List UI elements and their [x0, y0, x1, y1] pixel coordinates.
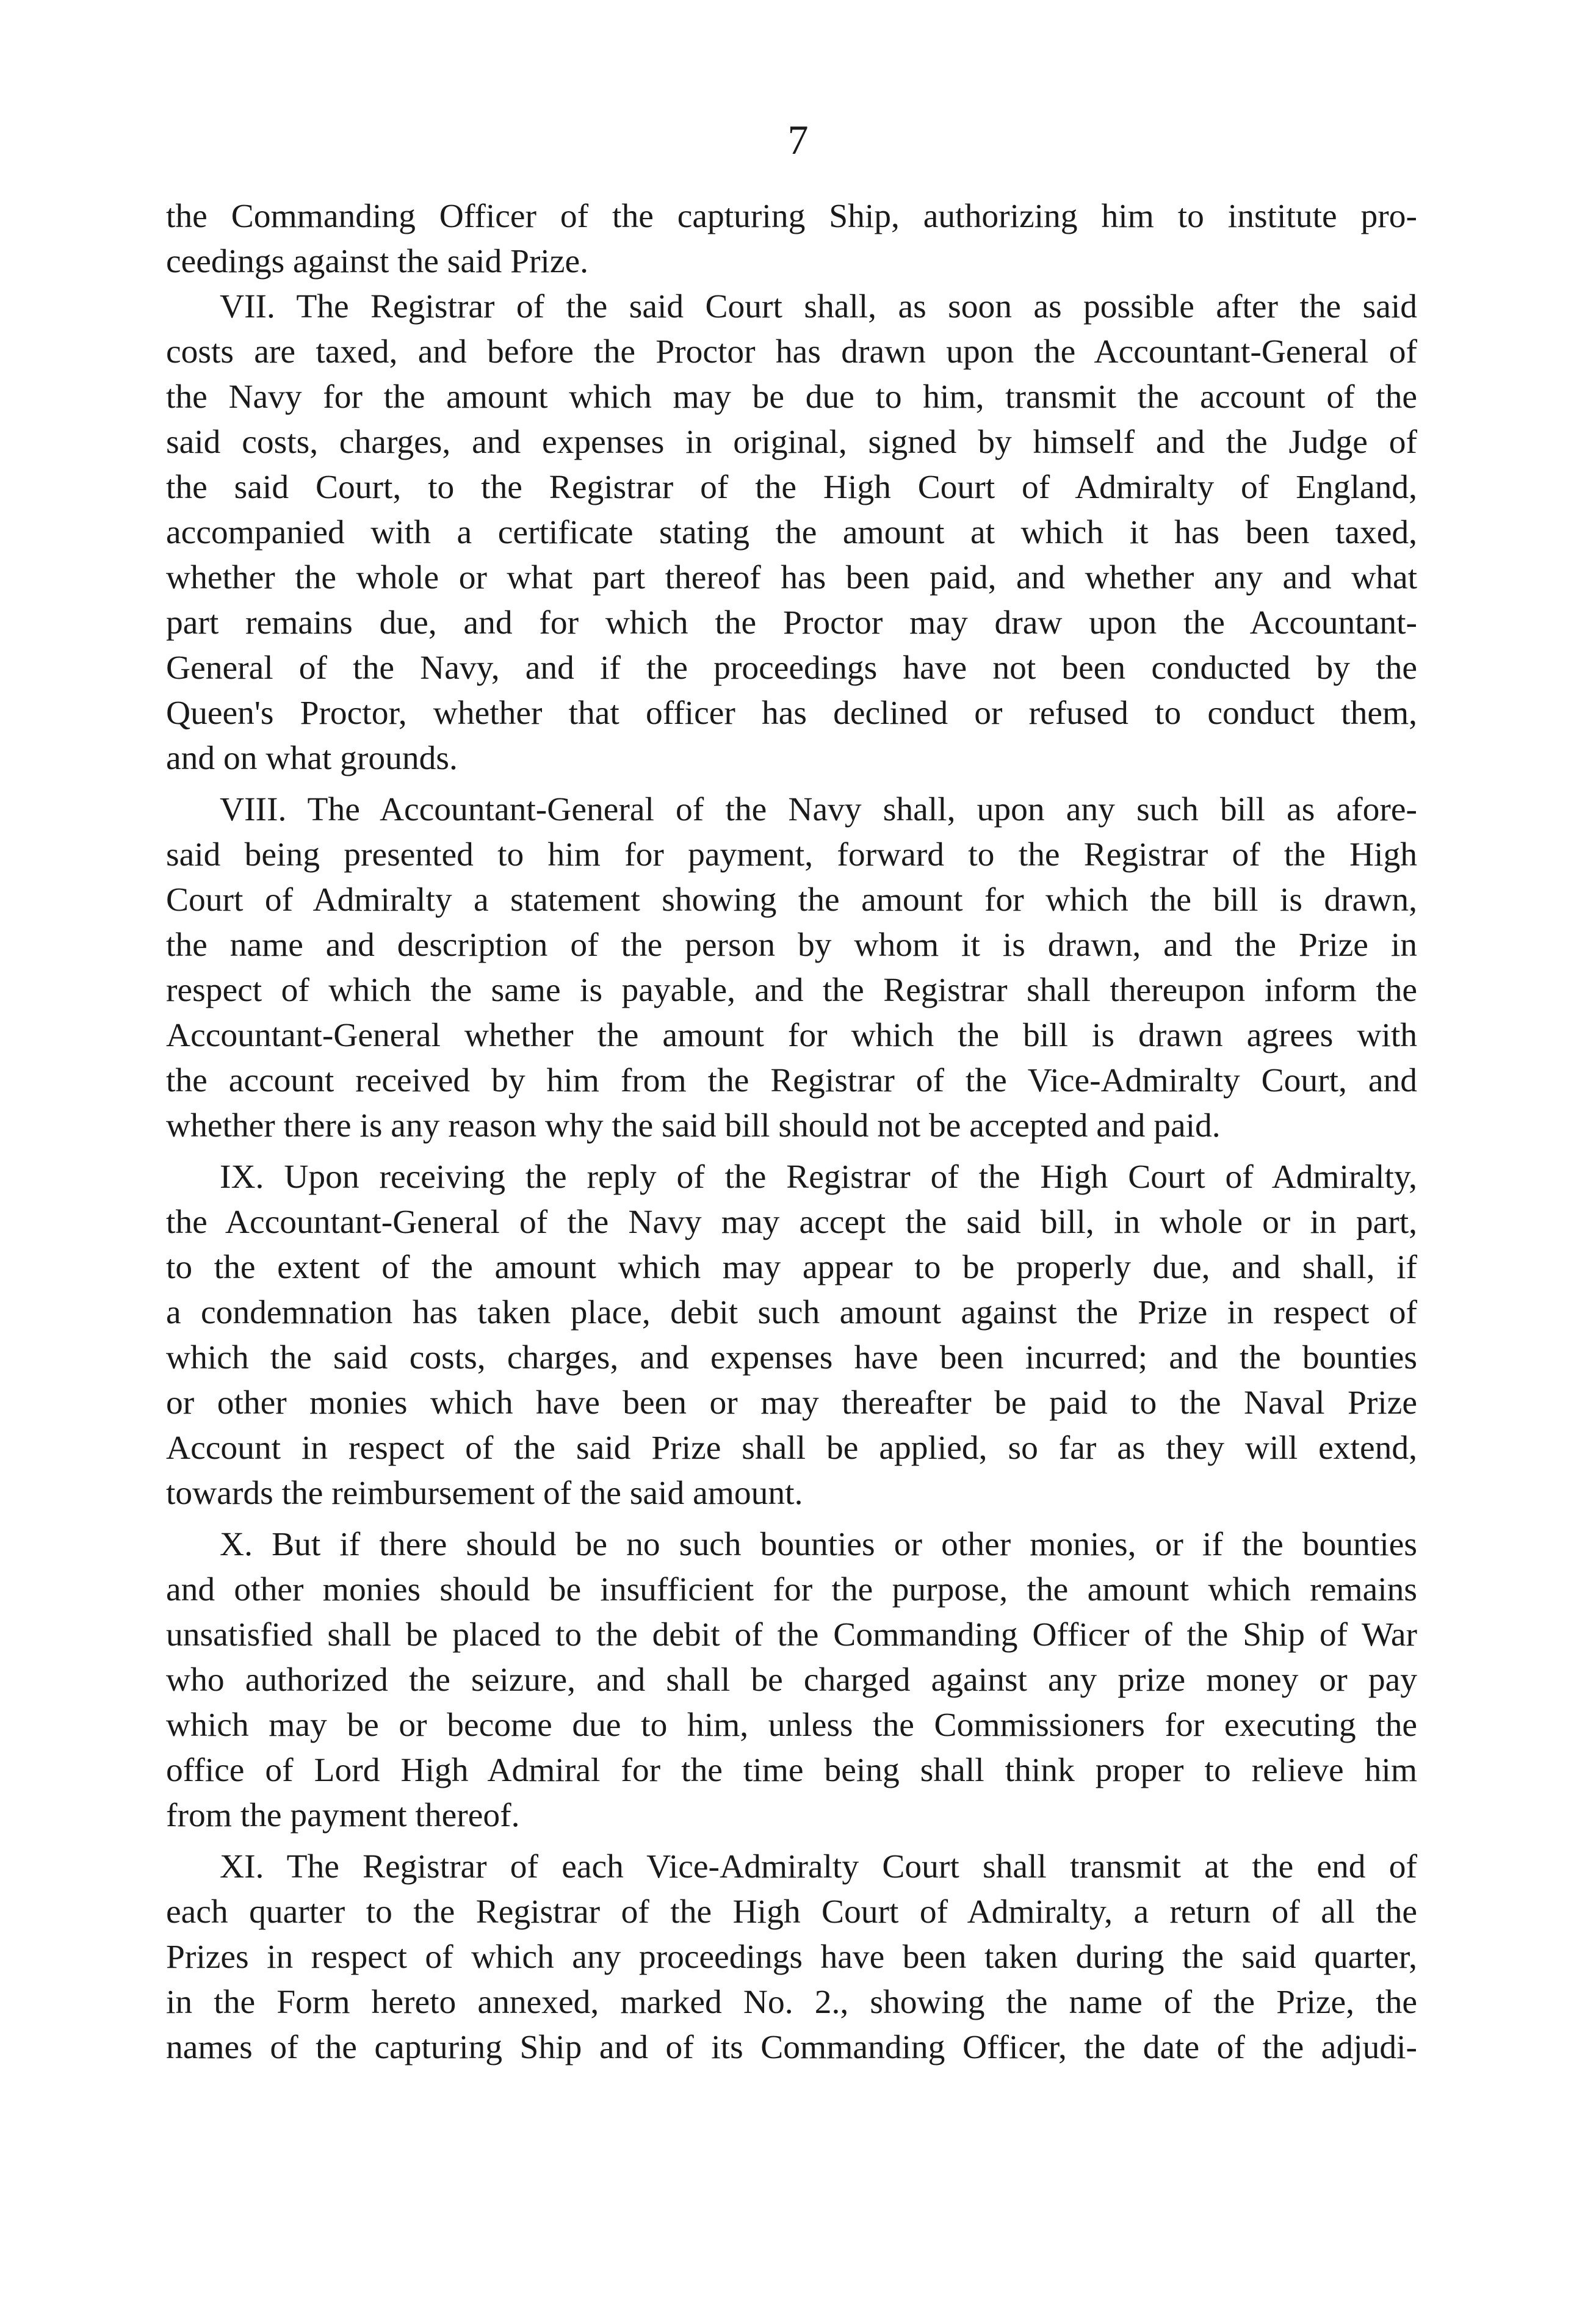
text-line: Queen's Proctor, whether that officer has declined or refused to conduct them, — [166, 695, 1417, 732]
text-line: General of the Navy, and if the proceedings have not been conducted by the — [166, 649, 1417, 687]
text-line: Account in respect of the said Prize shall be applied, so far as they will extend, — [166, 1429, 1417, 1467]
text-line: the Accountant-General of the Navy may accept the said bill, in whole or in part, — [166, 1204, 1417, 1241]
text-line: accompanied with a certificate stating the amount at which it has been taxed, — [166, 514, 1417, 551]
text-line: the Navy for the amount which may be due to him, transmit the account of the — [166, 378, 1417, 416]
text-line: or other monies which have been or may thereafter be paid to the Naval Prize — [166, 1384, 1417, 1422]
text-line: respect of which the same is payable, and the Registrar shall thereupon inform the — [166, 972, 1417, 1009]
text-line: office of Lord High Admiral for the time being shall think proper to relieve him — [166, 1752, 1417, 1789]
text-line: who authorized the seizure, and shall be charged against any prize money or pay — [166, 1661, 1417, 1699]
text-line: from the payment thereof. — [166, 1797, 520, 1834]
text-line: IX. Upon receiving the reply of the Registrar of the High Court of Admiralty, — [220, 1158, 1417, 1196]
text-line: costs are taxed, and before the Proctor has drawn upon the Accountant-General of — [166, 333, 1417, 370]
text-line: said costs, charges, and expenses in original, signed by himself and the Judge of — [166, 424, 1417, 461]
text-line: names of the capturing Ship and of its Commanding Officer, the date of the adjudi- — [166, 2029, 1417, 2066]
text-line: the account received by him from the Registrar of the Vice-Admiralty Court, and — [166, 1062, 1417, 1099]
text-line: whether there is any reason why the said bill should not be accepted and paid. — [166, 1107, 1221, 1144]
paragraph-x — [166, 1522, 1417, 1838]
text-line: each quarter to the Registrar of the High Court of Admiralty, a return of all the — [166, 1893, 1417, 1931]
text-line: unsatisfied shall be placed to the debit of the Commanding Officer of the Ship of War — [166, 1616, 1417, 1653]
paragraph-ix — [166, 1155, 1417, 1516]
text-line: the said Court, to the Registrar of the High Court of Admiralty of England, — [166, 469, 1417, 506]
text-line: to the extent of the amount which may appear to be properly due, and shall, if — [166, 1249, 1417, 1286]
text-line: and on what grounds. — [166, 740, 458, 777]
text-line: towards the reimbursement of the said amount. — [166, 1475, 803, 1512]
text-line: ceedings against the said Prize. — [166, 243, 588, 280]
text-line: and other monies should be insufficient for the purpose, the amount which remains — [166, 1571, 1417, 1608]
text-line: X. But if there should be no such bounties or other monies, or if the bounties — [220, 1526, 1417, 1563]
text-line: Prizes in respect of which any proceedings have been taken during the said quarter, — [166, 1939, 1417, 1976]
text-line: part remains due, and for which the Proctor may draw upon the Accountant- — [166, 604, 1417, 641]
text-line: which the said costs, charges, and expenses have been incurred; and the bounties — [166, 1339, 1417, 1376]
text-line: VIII. The Accountant-General of the Navy shall, upon any such bill as afore- — [220, 791, 1417, 828]
text-line: in the Form hereto annexed, marked No. 2., showing the name of the Prize, the — [166, 1984, 1417, 2021]
paragraph-continuation — [166, 194, 1417, 284]
text-line: said being presented to him for payment, forward to the Registrar of the High — [166, 836, 1417, 873]
text-line: a condemnation has taken place, debit such amount against the Prize in respect of — [166, 1294, 1417, 1331]
paragraph-viii — [166, 787, 1417, 1149]
text-line: whether the whole or what part thereof has been paid, and whether any and what — [166, 559, 1417, 596]
text-line: the Commanding Officer of the capturing Ship, authorizing him to institute pro- — [166, 198, 1417, 235]
text-line: which may be or become due to him, unless the Commissioners for executing the — [166, 1707, 1417, 1744]
text-line: VII. The Registrar of the said Court shall, as soon as possible after the said — [220, 288, 1417, 325]
text-line: XI. The Registrar of each Vice-Admiralty Court shall transmit at the end of — [220, 1848, 1417, 1885]
paragraph-xi — [166, 1845, 1417, 2070]
text-line: Accountant-General whether the amount for which the bill is drawn agrees with — [166, 1017, 1417, 1054]
text-line: the name and description of the person by whom it is drawn, and the Prize in — [166, 927, 1417, 964]
text-line: Court of Admiralty a statement showing the amount for which the bill is drawn, — [166, 881, 1417, 919]
page-number: 7 — [787, 117, 809, 163]
paragraph-vii — [166, 284, 1417, 781]
body-text — [166, 194, 1417, 2070]
